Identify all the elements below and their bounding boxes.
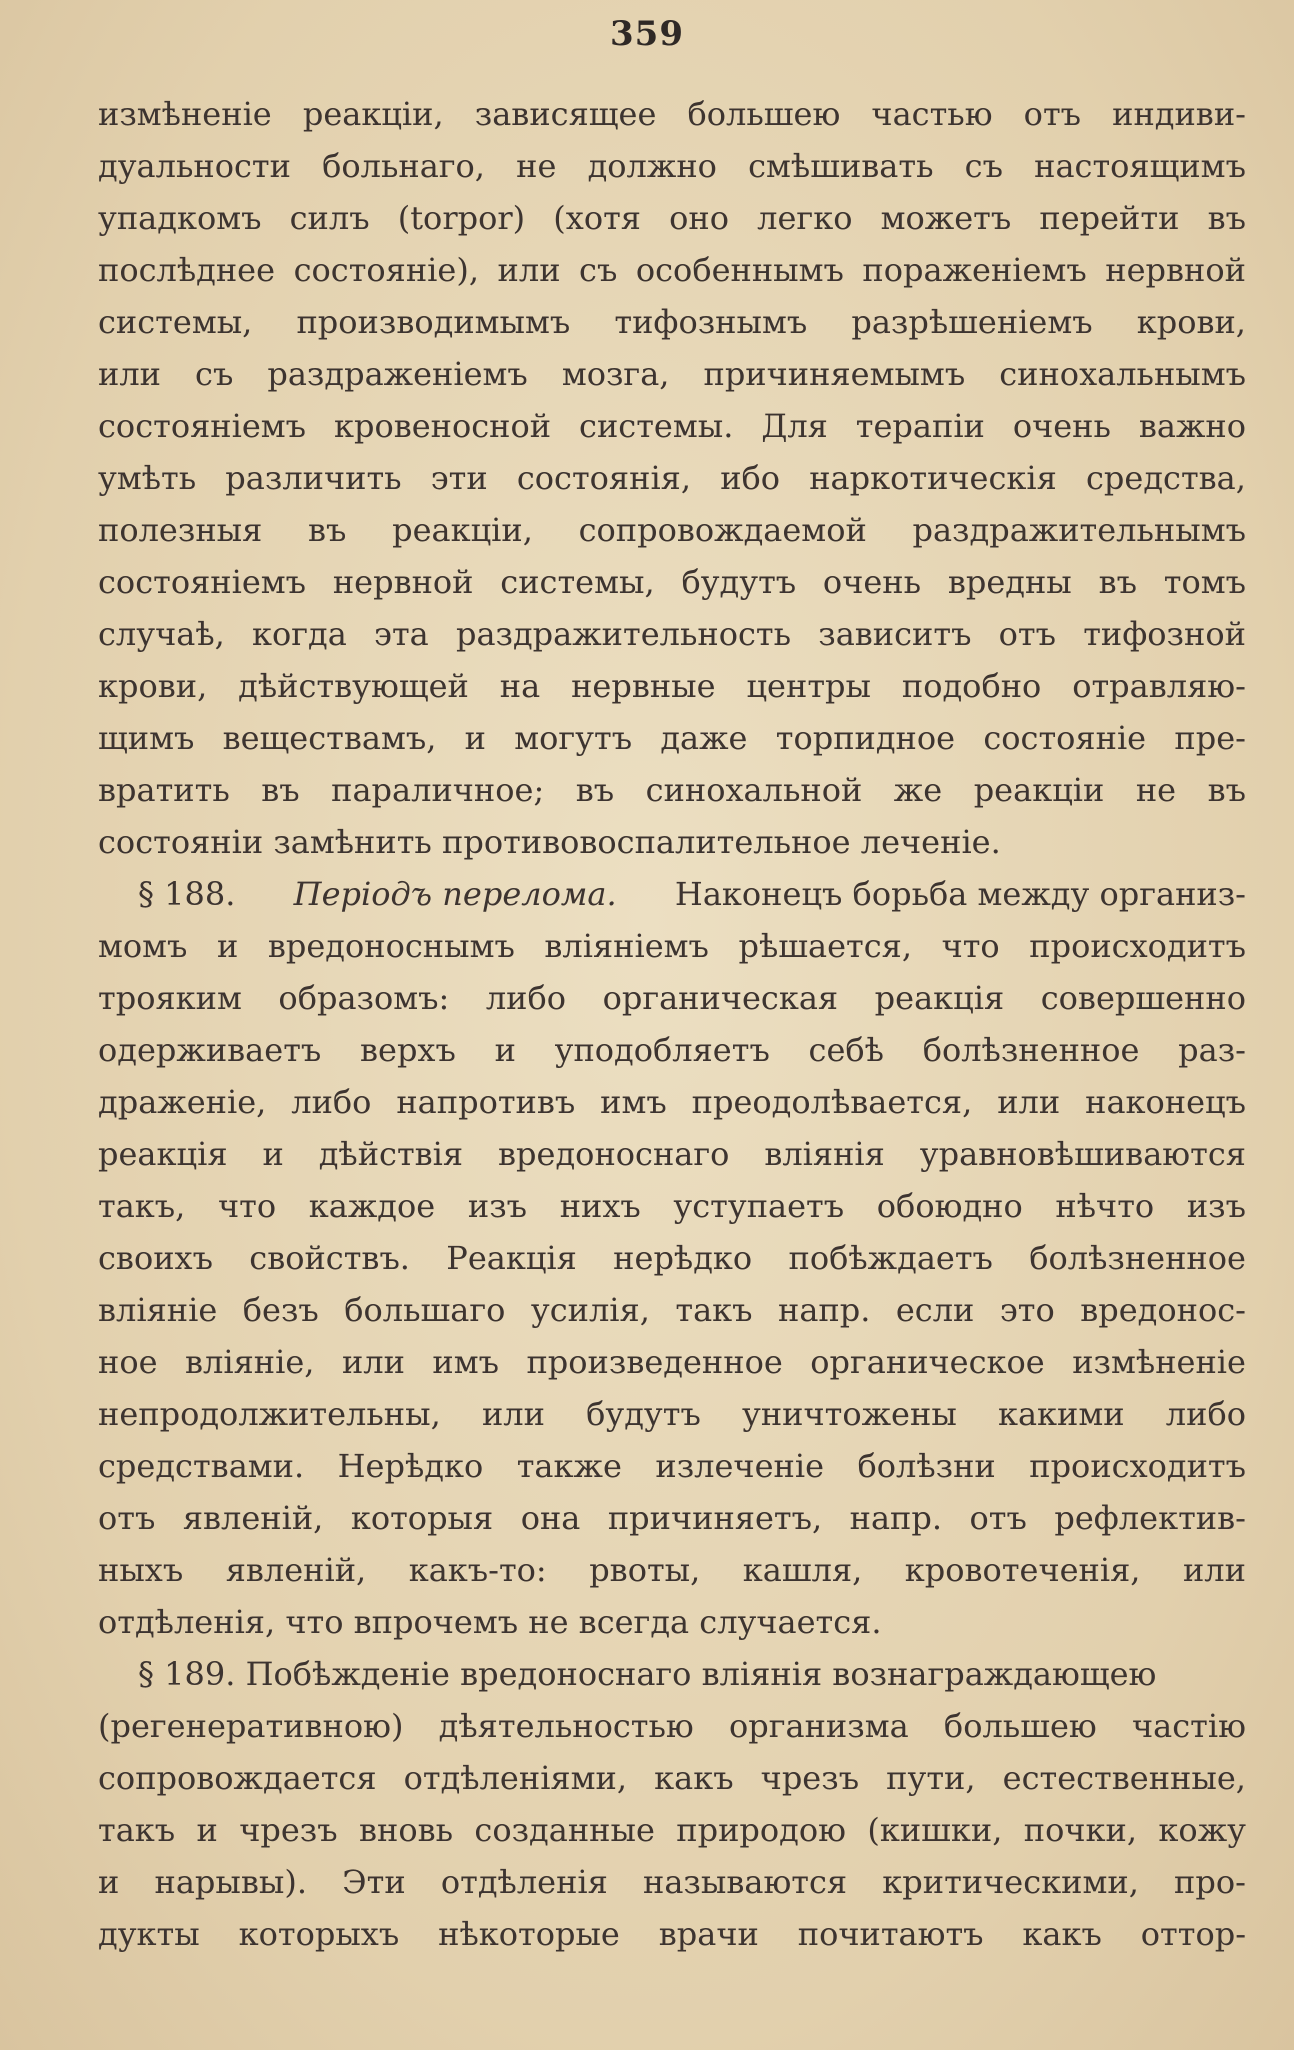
text-line: непродолжительны, или будутъ уничтожены какими либо — [98, 1395, 1246, 1433]
text-line: отдѣленія, что впрочемъ не всегда случается. — [98, 1603, 882, 1641]
text-line: такъ, что каждое изъ нихъ уступаетъ обоюдно нѣчто изъ — [98, 1187, 1246, 1225]
text-line: сопровождается отдѣленіями, какъ чрезъ пути, естественные, — [98, 1759, 1246, 1797]
text-line: упадкомъ силъ (torpor) (хотя оно легко можетъ перейти въ — [98, 199, 1246, 237]
body-text — [98, 88, 1246, 1960]
text-line: щимъ веществамъ, и могутъ даже торпидное состояніе пре- — [98, 719, 1246, 757]
section-188-first-text: Наконецъ борьба между организ- — [674, 875, 1246, 913]
text-line: такъ и чрезъ вновь созданные природою (кишки, почки, кожу — [98, 1811, 1246, 1849]
text-line: случаѣ, когда эта раздражительность зависитъ отъ тифозной — [98, 615, 1246, 653]
section-188-number: § 188. — [138, 875, 236, 913]
text-line: умѣть различить эти состоянія, ибо наркотическія средства, — [98, 459, 1246, 497]
text-line: состояніемъ кровеносной системы. Для терапіи очень важно — [98, 407, 1246, 445]
text-line: своихъ свойствъ. Реакція нерѣдко побѣждаетъ болѣзненное — [98, 1239, 1246, 1277]
text-line: состояніемъ нервной системы, будутъ очень вредны въ томъ — [98, 563, 1246, 601]
text-line: измѣненіе реакціи, зависящее большею частью отъ индиви- — [98, 95, 1246, 133]
text-line: ныхъ явленій, какъ-то: рвоты, кашля, кровотеченія, или — [98, 1551, 1246, 1589]
text-line: или съ раздраженіемъ мозга, причиняемымъ синохальнымъ — [98, 355, 1246, 393]
text-line: отъ явленій, которыя она причиняетъ, напр. отъ рефлектив- — [98, 1499, 1246, 1537]
text-line: драженіе, либо напротивъ имъ преодолѣвается, или наконецъ — [98, 1083, 1246, 1121]
section-188-title: Періодъ перелома. — [293, 875, 617, 913]
text-line: состояніи замѣнить противовоспалительное леченіе. — [98, 823, 1001, 861]
text-line: вратить въ параличное; въ синохальной же реакціи не въ — [98, 771, 1246, 809]
text-line: и нарывы). Эти отдѣленія называются критическими, про- — [98, 1863, 1246, 1901]
text-line: реакція и дѣйствія вредоноснаго вліянія уравновѣшиваются — [98, 1135, 1246, 1173]
text-line: момъ и вредоноснымъ вліяніемъ рѣшается, что происходитъ — [98, 927, 1246, 965]
text-line: системы, производимымъ тифознымъ разрѣшеніемъ крови, — [98, 303, 1246, 341]
text-line: трояким образомъ: либо органическая реакція совершенно — [98, 979, 1246, 1017]
page-number: 359 — [610, 14, 684, 54]
text-line: дуальности больнаго, не должно смѣшивать съ настоящимъ — [98, 147, 1246, 185]
text-line: крови, дѣйствующей на нервные центры подобно отравляю- — [98, 667, 1246, 705]
text-line: ное вліяніе, или имъ произведенное органическое измѣненіе — [98, 1343, 1246, 1381]
text-line: полезныя въ реакціи, сопровождаемой раздражительнымъ — [98, 511, 1246, 549]
text-line: средствами. Нерѣдко также излеченіе болѣзни происходитъ — [98, 1447, 1246, 1485]
text-line: одерживаетъ верхъ и уподобляетъ себѣ болѣзненное раз- — [98, 1031, 1246, 1069]
text-line: послѣднее состояніе), или съ особеннымъ пораженіемъ нервной — [98, 251, 1246, 289]
section-189-first-line: § 189. Побѣжденіе вредоноснаго вліянія вознаграждающею — [138, 1655, 1157, 1693]
text-line: (регенеративною) дѣятельностью организма большею частію — [98, 1707, 1246, 1745]
text-line: вліяніе безъ большаго усилія, такъ напр. если это вредонос- — [98, 1291, 1246, 1329]
section-188-heading-line — [98, 868, 1246, 920]
text-line: дукты которыхъ нѣкоторые врачи почитаютъ какъ оттор- — [98, 1915, 1246, 1953]
